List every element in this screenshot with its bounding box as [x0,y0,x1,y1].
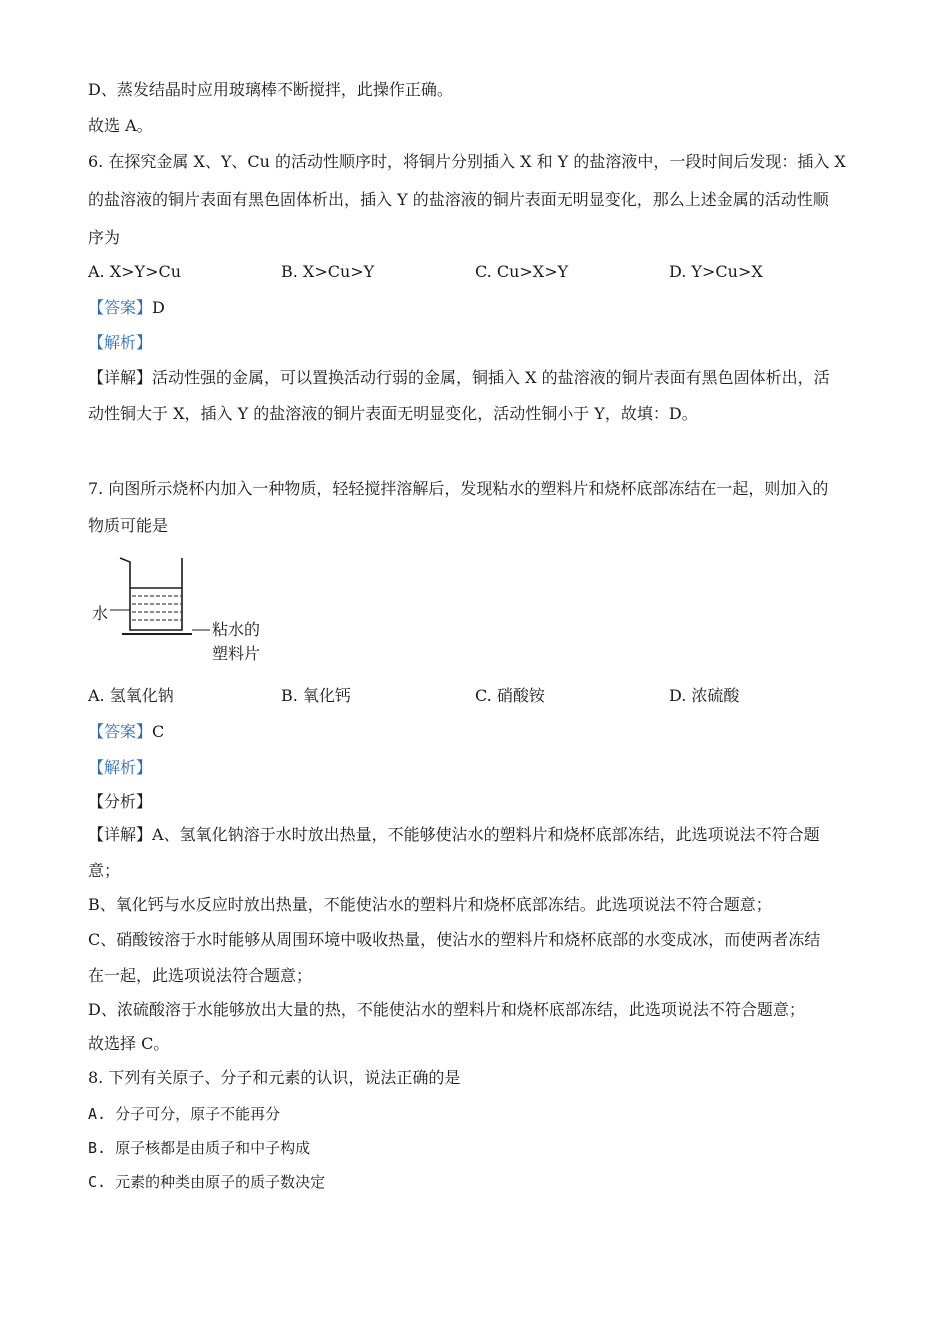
q5-option-d-explanation: D、蒸发结晶时应用玻璃棒不断搅拌，此操作正确。 [88,80,453,99]
q6-option-a: A. X>Y>Cu [88,262,182,281]
plastic-label-line2: 塑料片 [212,644,261,663]
q6-detail-line1 [88,368,830,388]
q8-option-b: B. 原子核都是由质子和中子构成 [88,1139,311,1157]
q7-detail-c-line2: 在一起，此选项说法符合题意； [88,966,313,985]
beaker-outline [120,558,182,630]
q6-option-d: D. Y>Cu>X [669,262,763,281]
q6-answer-label: 【答案】 [88,298,153,317]
q6-detail-label: 【详解】 [88,368,153,387]
q7-analysis-label: 【解析】 [88,758,153,777]
plastic-label-line1: 粘水的 [212,620,261,639]
q7-answer-value: C [152,722,165,741]
q6-answer-value: D [152,298,165,317]
q6-option-c: C. Cu>X>Y [475,262,569,281]
q6-analysis-label: 【解析】 [88,333,153,352]
q7-option-d: D. 浓硫酸 [669,686,740,705]
q7-option-c: C. 硝酸铵 [475,686,545,705]
q7-option-b: B. 氧化钙 [281,686,351,705]
q6-stem-line1: 6. 在探究金属 X、Y、Cu 的活动性顺序时，将铜片分别插入 X 和 Y 的盐溶液中，一段时间后发现：插入 X [88,152,846,171]
q8-option-a: A. 分子可分，原子不能再分 [88,1105,281,1123]
q6-answer [88,298,165,318]
q7-conclusion: 故选择 C。 [88,1034,170,1053]
q7-detail-a-line1 [88,825,820,845]
q7-detail-label: 【详解】 [88,825,153,844]
water-label: 水 [92,604,109,623]
q7-detail-c-line1: C、硝酸铵溶于水时能够从周围环境中吸收热量，使沾水的塑料片和烧杯底部的水变成冰，而使两者冻结 [88,930,821,949]
q7-fenxi-label: 【分析】 [88,792,153,811]
q7-option-a: A. 氢氧化钠 [88,686,174,705]
q6-stem-line3: 序为 [88,228,121,247]
q6-option-b: B. X>Cu>Y [281,262,375,281]
q6-detail-text1: 活动性强的金属，可以置换活动行弱的金属，铜插入 X 的盐溶液的铜片表面有黑色固体析出，活 [152,368,830,387]
q7-answer [88,722,164,742]
q7-answer-label: 【答案】 [88,722,153,741]
q8-stem: 8. 下列有关原子、分子和元素的认识，说法正确的是 [88,1068,461,1087]
q7-detail-a-text1: A、氢氧化钠溶于水时放出热量，不能够使沾水的塑料片和烧杯底部冻结，此选项说法不符合题 [152,825,820,844]
q7-detail-b: B、氧化钙与水反应时放出热量，不能使沾水的塑料片和烧杯底部冻结。此选项说法不符合题意； [88,895,772,914]
q7-detail-d: D、浓硫酸溶于水能够放出大量的热，不能使沾水的塑料片和烧杯底部冻结，此选项说法不符合题意； [88,1000,805,1019]
q7-stem-line1: 7. 向图所示烧杯内加入一种物质，轻轻搅拌溶解后，发现粘水的塑料片和烧杯底部冻结在一起，则加入的 [88,479,829,498]
q7-detail-a-line2: 意； [88,861,121,880]
q6-detail-line2: 动性铜大于 X，插入 Y 的盐溶液的铜片表面无明显变化，活动性铜小于 Y，故填：D。 [88,404,698,423]
q6-stem-line2: 的盐溶液的铜片表面有黑色固体析出，插入 Y 的盐溶液的铜片表面无明显变化，那么上述金属的活动性顺 [88,190,829,209]
q8-option-c: C. 元素的种类由原子的质子数决定 [88,1173,326,1191]
q5-conclusion: 故选 A。 [88,116,153,135]
q7-stem-line2: 物质可能是 [88,516,169,535]
